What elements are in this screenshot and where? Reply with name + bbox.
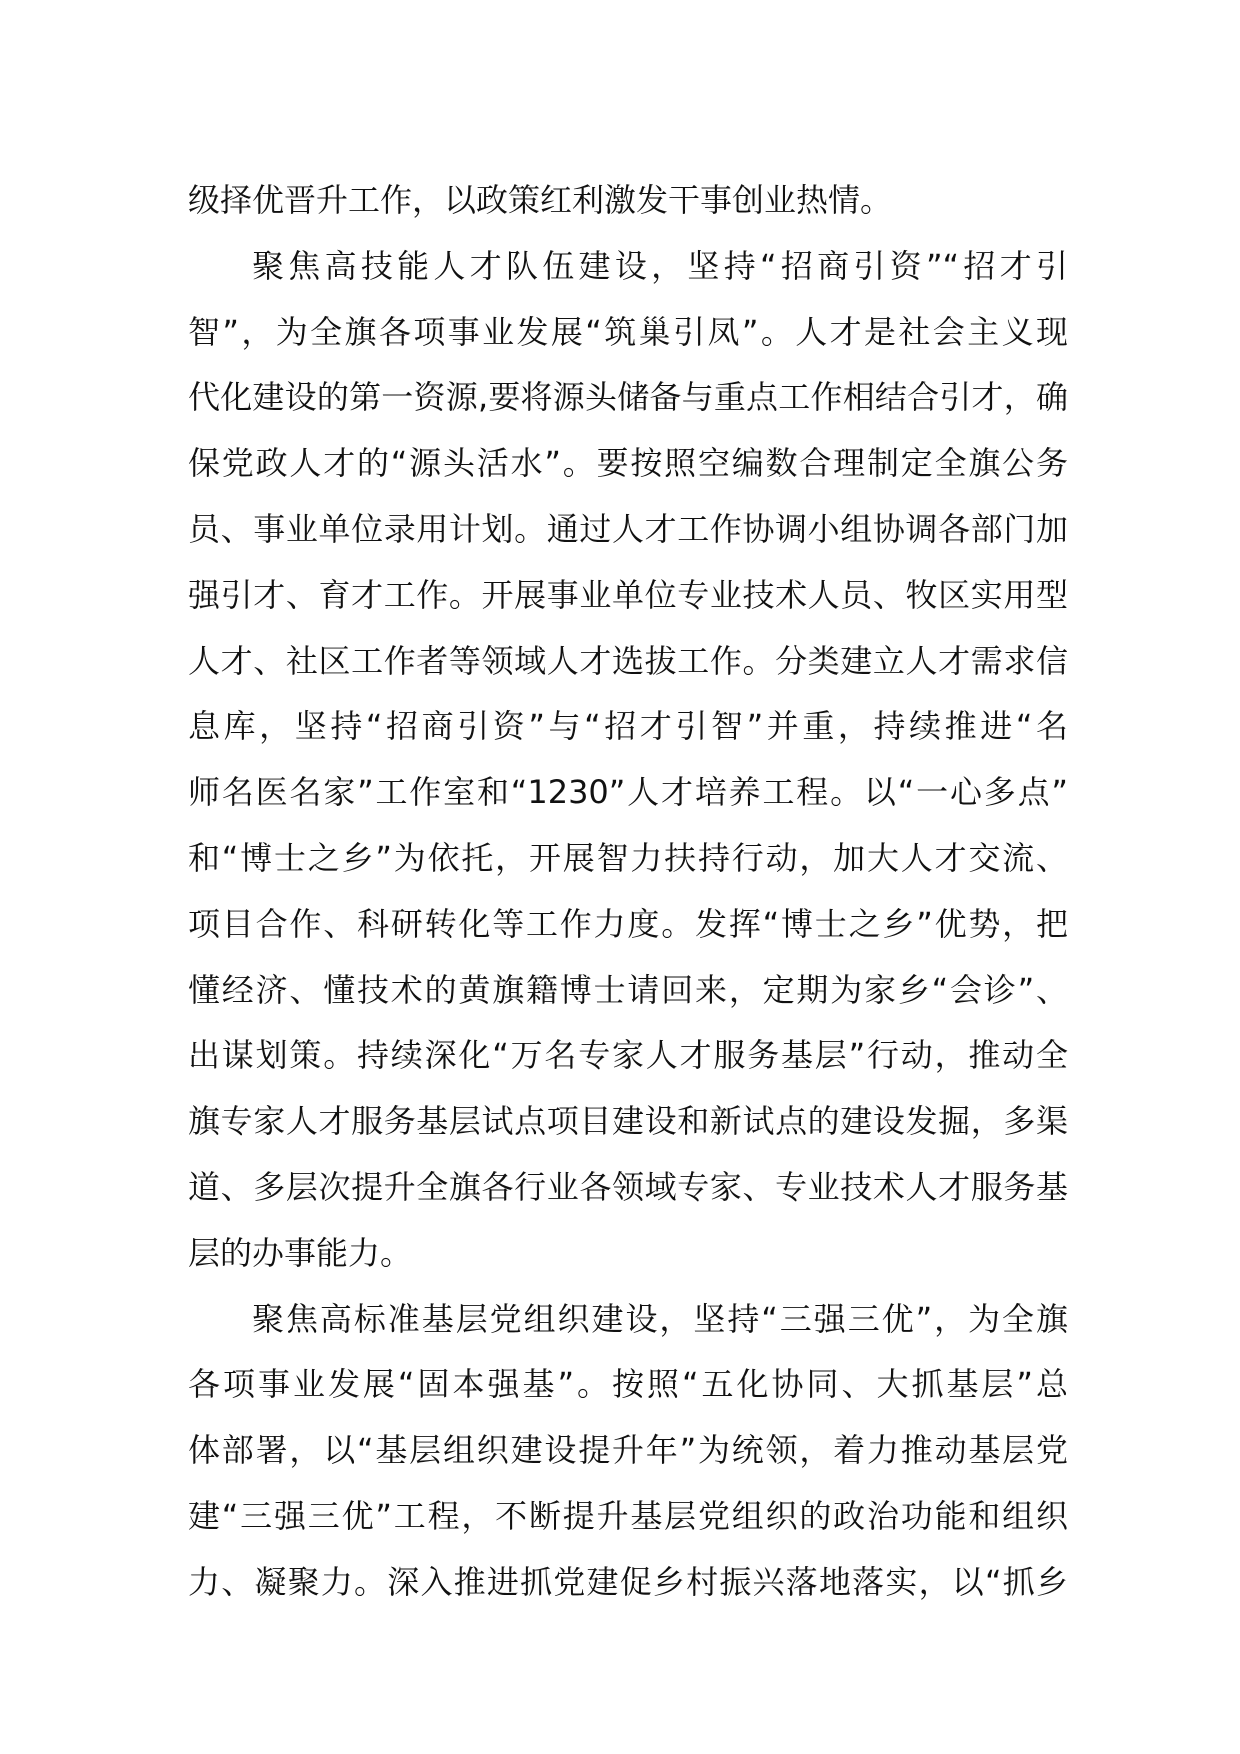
text-line: 出谋划策。持续深化“万名专家人才服务基层”行动，推动全 [188, 1036, 1068, 1075]
text-line: 力、凝聚力。深入推进抓党建促乡村振兴落地落实，以“抓乡 [188, 1562, 1068, 1601]
text-line: 强引才、育才工作。开展事业单位专业技术人员、牧区实用型 [188, 575, 1068, 614]
text-line: 智”，为全旗各项事业发展“筑巢引凤”。人才是社会主义现 [188, 312, 1068, 351]
text-line: 道、多层次提升全旗各行业各领域专家、专业技术人才服务基 [188, 1167, 1068, 1206]
text-line: 员、事业单位录用计划。通过人才工作协调小组协调各部门加 [188, 509, 1068, 548]
text-line: 旗专家人才服务基层试点项目建设和新试点的建设发掘，多渠 [188, 1102, 1068, 1141]
body-text [188, 168, 1068, 1616]
text-line: 各项事业发展“固本强基”。按照“五化协同、大抓基层”总 [188, 1365, 1068, 1404]
text-line: 级择优晋升工作，以政策红利激发干事创业热情。 [188, 181, 893, 219]
text-line: 体部署，以“基层组织建设提升年”为统领，着力推动基层党 [188, 1431, 1068, 1470]
text-line: 保党政人才的“源头活水”。要按照空编数合理制定全旗公务 [188, 444, 1068, 483]
text-line: 代化建设的第一资源,要将源头储备与重点工作相结合引才，确 [188, 378, 1068, 417]
text-line: 项目合作、科研转化等工作力度。发挥“博士之乡”优势，把 [188, 904, 1068, 943]
text-line: 聚焦高标准基层党组织建设，坚持“三强三优”，为全旗 [252, 1299, 1068, 1338]
text-line: 懂经济、懂技术的黄旗籍博士请回来，定期为家乡“会诊”、 [188, 970, 1068, 1009]
text-line: 层的办事能力。 [188, 1233, 413, 1272]
text-line: 聚焦高技能人才队伍建设，坚持“招商引资”“招才引 [252, 246, 1068, 285]
text-line: 师名医名家”工作室和“1230”人才培养工程。以“一心多点” [188, 773, 1068, 812]
text-line: 建“三强三优”工程，不断提升基层党组织的政治功能和组织 [188, 1496, 1068, 1535]
text-line: 人才、社区工作者等领域人才选拔工作。分类建立人才需求信 [188, 641, 1068, 680]
text-line: 息库，坚持“招商引资”与“招才引智”并重，持续推进“名 [188, 707, 1068, 746]
text-line: 和“博士之乡”为依托，开展智力扶持行动，加大人才交流、 [188, 838, 1068, 877]
